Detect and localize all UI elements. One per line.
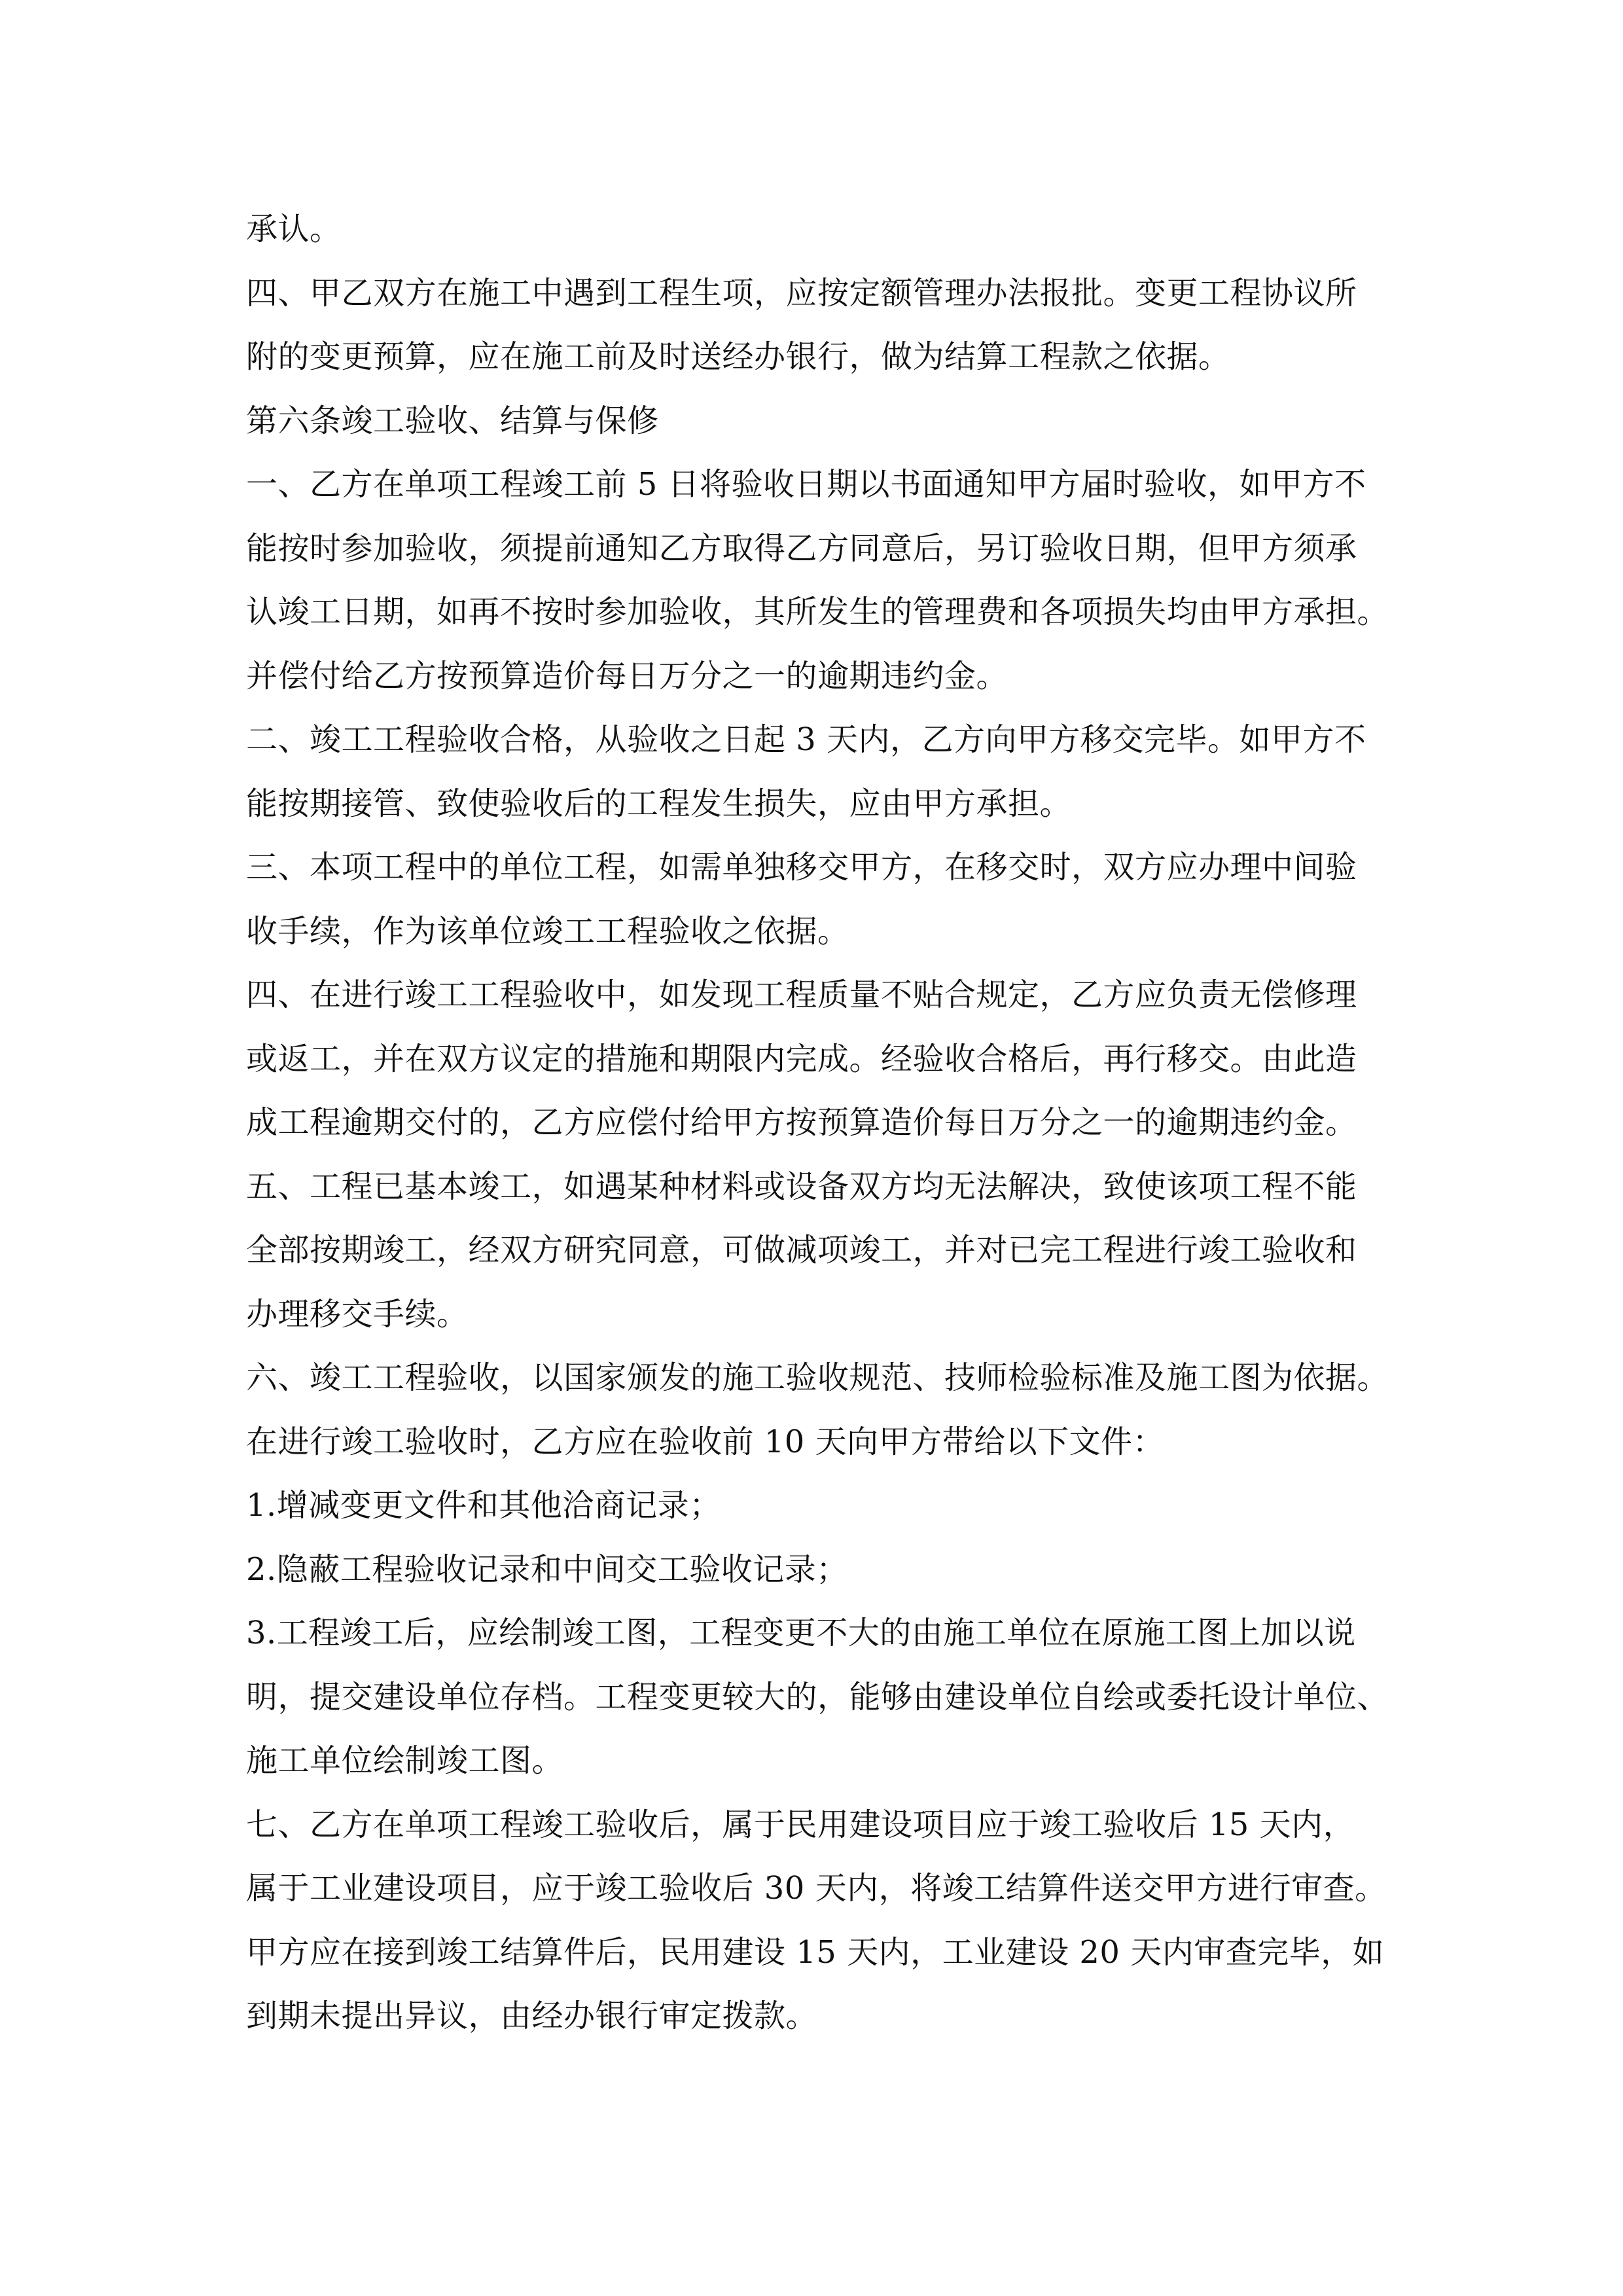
text-line: 四、在进行竣工工程验收中，如发现工程质量不贴合规定，乙方应负责无偿修理 bbox=[246, 977, 1357, 1013]
text-line: 一、乙方在单项工程竣工前 5 日将验收日期以书面通知甲方届时验收，如甲方不 bbox=[246, 466, 1366, 503]
text-line: 三、本项工程中的单位工程，如需单独移交甲方，在移交时，双方应办理中间验 bbox=[246, 849, 1357, 886]
text-line: 到期未提出异议，由经办银行审定拨款。 bbox=[246, 1998, 818, 2034]
list-item: 2.隐蔽工程验收记录和中间交工验收记录； bbox=[246, 1551, 848, 1588]
text-line: 全部按期竣工，经双方研究同意，可做减项竣工，并对已完工程进行竣工验收和 bbox=[246, 1232, 1357, 1268]
text-line: 并偿付给乙方按预算造价每日万分之一的逾期违约金。 bbox=[246, 657, 1008, 694]
text-line: 明，提交建设单位存档。工程变更较大的，能够由建设单位自绘或委托设计单位、 bbox=[246, 1678, 1389, 1715]
document-body bbox=[246, 198, 1389, 2049]
text-line: 认竣工日期，如再不按时参加验收，其所发生的管理费和各项损失均由甲方承担。 bbox=[246, 594, 1389, 630]
text-line: 或返工，并在双方议定的措施和期限内完成。经验收合格后，再行移交。由此造 bbox=[246, 1040, 1357, 1077]
text-line: 二、竣工工程验收合格，从验收之日起 3 天内，乙方向甲方移交完毕。如甲方不 bbox=[246, 721, 1366, 758]
text-line: 办理移交手续。 bbox=[246, 1295, 469, 1333]
text-line: 在进行竣工验收时，乙方应在验收前 10 天向甲方带给以下文件： bbox=[246, 1423, 1165, 1460]
list-item: 1.增减变更文件和其他洽商记录； bbox=[246, 1487, 721, 1524]
text-line: 承认。 bbox=[246, 211, 342, 247]
text-line: 能按时参加验收，须提前通知乙方取得乙方同意后，另订验收日期，但甲方须承 bbox=[246, 529, 1357, 567]
text-line: 施工单位绘制竣工图。 bbox=[246, 1742, 564, 1779]
list-item: 3.工程竣工后，应绘制竣工图，工程变更不大的由施工单位在原施工图上加以说 bbox=[246, 1615, 1356, 1651]
text-line: 五、工程已基本竣工，如遇某种材料或设备双方均无法解决，致使该项工程不能 bbox=[246, 1168, 1357, 1205]
text-line: 成工程逾期交付的，乙方应偿付给甲方按预算造价每日万分之一的逾期违约金。 bbox=[246, 1104, 1357, 1141]
text-line: 收手续，作为该单位竣工工程验收之依据。 bbox=[246, 912, 849, 950]
text-line: 甲方应在接到竣工结算件后，民用建设 15 天内，工业建设 20 天内审查完毕，如 bbox=[246, 1933, 1385, 1971]
text-line: 六、竣工工程验收，以国家颁发的施工验收规范、技师检验标准及施工图为依据。 bbox=[246, 1359, 1389, 1396]
text-line: 附的变更预算，应在施工前及时送经办银行，做为结算工程款之依据。 bbox=[246, 338, 1230, 375]
section-heading: 第六条竣工验收、结算与保修 bbox=[246, 402, 659, 439]
text-line: 七、乙方在单项工程竣工验收后，属于民用建设项目应于竣工验收后 15 天内， bbox=[246, 1806, 1355, 1843]
text-line: 能按期接管、致使验收后的工程发生损失，应由甲方承担。 bbox=[246, 785, 1072, 822]
text-line: 属于工业建设项目，应于竣工验收后 30 天内，将竣工结算件送交甲方进行审查。 bbox=[246, 1870, 1387, 1907]
text-line: 四、甲乙双方在施工中遇到工程生项，应按定额管理办法报批。变更工程协议所 bbox=[246, 274, 1357, 312]
